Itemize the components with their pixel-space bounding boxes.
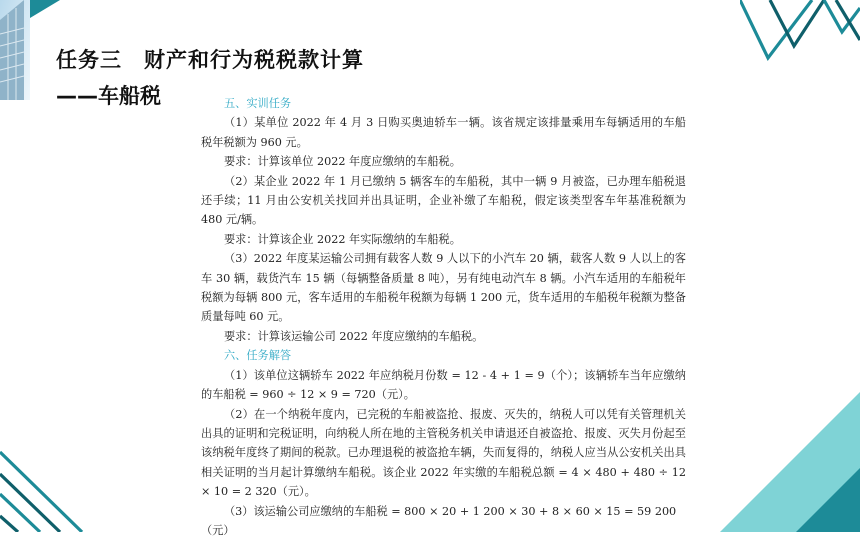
task-1-text: （1）某单位 2022 年 4 月 3 日购买奥迪轿车一辆。该省规定该排量乘用车每辆适用的车船税年税额为 960 元。: [201, 116, 686, 149]
teal-lines-decoration-top-right: [740, 0, 860, 100]
page-subtitle: ——车船税: [56, 84, 161, 108]
answer-1-text: （1）该单位这辆轿车 2022 年应纳税月份数 = 12 - 4 + 1 = 9（个）；该辆轿车当年应缴纳的车船税 = 960 ÷ 12 × 9 = 720（元）。: [201, 368, 686, 402]
answer-2-text: （2）在一个纳税年度内，已完税的车船被盗抢、报废、灭失的，纳税人可以凭有关管理机关出具的证明和完税证明，向纳税人所在地的主管税务机关申请退还自被盗抢、报废、灭失月份起至该纳税年度终了期间的税款。已办理退税的被盗抢车辆，失而复得的，纳税人应当从公安机关出具相关证明的当月起计算缴纳车船税。该企业 2022 年实缴的车船税总额 = 4 × 480 + 480 ÷ 12 × 10 = 2 320（元）。: [201, 407, 686, 499]
task-2-requirement: 要求：计算该企业 2022 年实际缴纳的车船税。: [223, 232, 461, 246]
task-3-requirement: 要求：计算该运输公司 2022 年度应缴纳的车船税。: [223, 329, 484, 343]
task-1-requirement: 要求：计算该单位 2022 年度应缴纳的车船税。: [223, 155, 461, 169]
answer-3-text: （3）该运输公司应缴纳的车船税 = 800 × 20 + 1 200 × 30 + 8 × 60 × 15 = 59 200（元）: [201, 504, 677, 537]
title-task-number: 任务三: [56, 48, 122, 72]
title-topic: 财产和行为税税款计算: [144, 48, 364, 72]
teal-lines-decoration-bottom-left: [0, 432, 110, 532]
building-photo-decoration: [0, 0, 60, 100]
section-heading-training-tasks: 五、实训任务: [223, 97, 292, 110]
task-3-text: （3）2022 年度某运输公司拥有载客人数 9 人以下的小汽车 20 辆，载客人数 9 人以上的客车 30 辆，载货汽车 15 辆（每辆整备质量 8 吨），另有纯电动汽车 8 辆。小汽车适用的车船税年税额为每辆 800 元，客车适用的车船税年税额为每辆 1 200 元，货车适用的车船税年税额为整备质量每吨 60 元。: [201, 252, 686, 324]
teal-triangle-decoration-bottom-right: [700, 372, 860, 532]
document-excerpt: [201, 94, 686, 540]
task-2-text: （2）某企业 2022 年 1 月已缴纳 5 辆客车的车船税，其中一辆 9 月被盗，已办理车船税退还手续；11 月由公安机关找回并出具证明，企业补缴了车船税，假定该类型客车年基准税额为 480 元/辆。: [201, 174, 686, 227]
page-title: [56, 44, 364, 74]
section-heading-task-answers: 六、任务解答: [223, 349, 292, 363]
